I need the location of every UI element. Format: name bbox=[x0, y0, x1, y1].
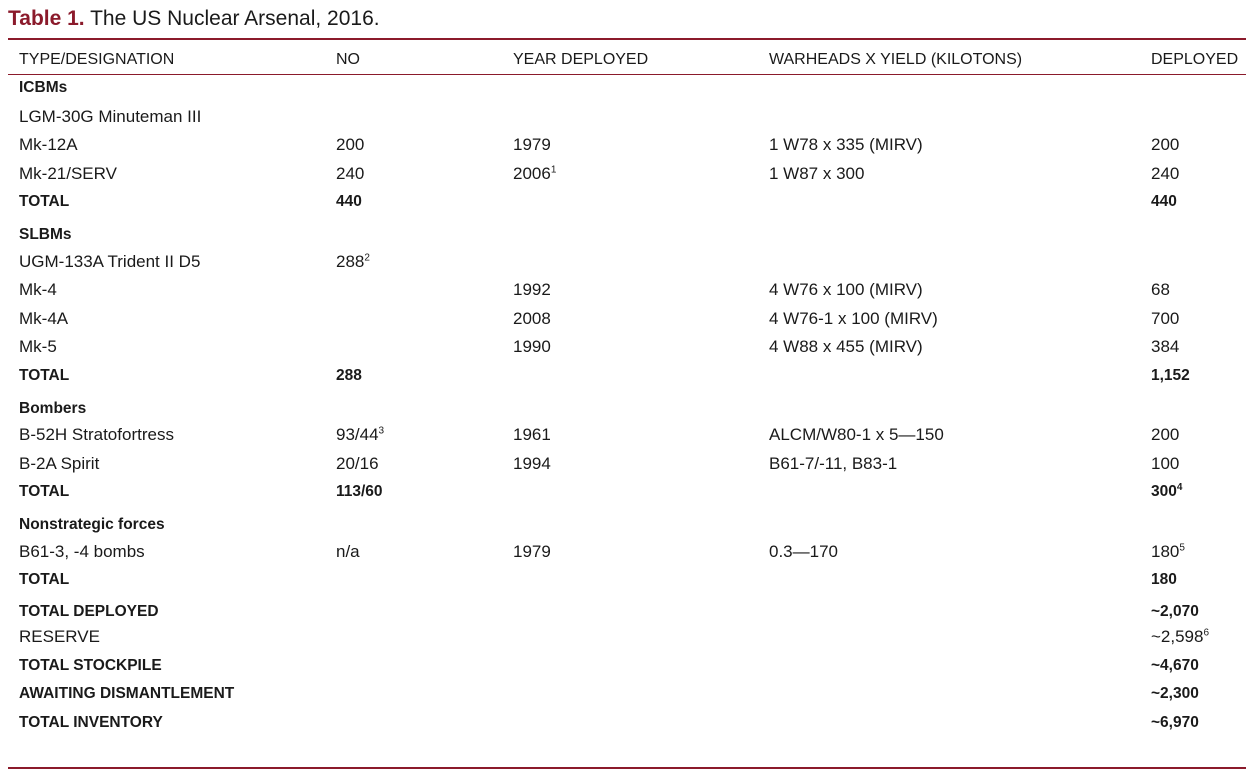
top-rule bbox=[8, 38, 1246, 40]
cell-year bbox=[502, 595, 758, 624]
cell-deployed-value: ~6,970 bbox=[1151, 713, 1199, 731]
cell-no bbox=[325, 390, 502, 421]
cell-type bbox=[8, 188, 325, 217]
cell-no-value: 288 bbox=[336, 366, 362, 384]
total-row bbox=[8, 595, 1246, 624]
cell-no bbox=[325, 680, 502, 709]
cell-type-value: Mk-12A bbox=[19, 135, 78, 155]
cell-year bbox=[502, 217, 758, 248]
table-row bbox=[8, 421, 1246, 450]
cell-year bbox=[502, 74, 758, 103]
total-row bbox=[8, 623, 1246, 652]
cell-no bbox=[325, 450, 502, 479]
cell-no bbox=[325, 362, 502, 391]
cell-deployed bbox=[1140, 305, 1246, 334]
cell-deployed-value: 440 bbox=[1151, 193, 1177, 211]
total-row bbox=[8, 362, 1246, 391]
col-header-type: TYPE/DESIGNATION bbox=[19, 51, 175, 68]
cell-deployed-value: 180 bbox=[1151, 541, 1180, 561]
cell-no bbox=[325, 248, 502, 277]
table-caption bbox=[8, 6, 380, 32]
cell-type-value: Bombers bbox=[19, 399, 87, 417]
cell-no bbox=[325, 276, 502, 305]
cell-no bbox=[325, 478, 502, 507]
cell-deployed-value: 100 bbox=[1151, 453, 1180, 473]
group-header-row bbox=[8, 217, 1246, 248]
cell-deployed-value: ~2,598 bbox=[1151, 627, 1204, 647]
cell-deployed bbox=[1140, 276, 1246, 305]
cell-type bbox=[8, 507, 325, 538]
cell-type-value: B-2A Spirit bbox=[19, 453, 100, 473]
cell-year bbox=[502, 709, 758, 738]
bottom-rule bbox=[8, 767, 1246, 769]
cell-deployed bbox=[1140, 333, 1246, 362]
cell-yield-value: B61-7/-11, B83-1 bbox=[769, 453, 898, 473]
cell-year bbox=[502, 566, 758, 595]
cell-year bbox=[502, 450, 758, 479]
cell-no-value: 200 bbox=[336, 135, 365, 155]
footnote-marker: 4 bbox=[1176, 482, 1183, 494]
cell-deployed bbox=[1140, 217, 1246, 248]
cell-type bbox=[8, 276, 325, 305]
cell-type-value: TOTAL DEPLOYED bbox=[19, 602, 159, 620]
cell-deployed-value: 68 bbox=[1151, 280, 1170, 300]
header-row bbox=[8, 46, 1246, 74]
cell-deployed-value: ~4,670 bbox=[1151, 656, 1199, 674]
cell-yield bbox=[758, 507, 1140, 538]
cell-type-value: TOTAL bbox=[19, 571, 70, 589]
cell-type bbox=[8, 478, 325, 507]
cell-year-value: 1961 bbox=[513, 425, 551, 445]
cell-no-value: 288 bbox=[336, 251, 365, 271]
cell-year bbox=[502, 188, 758, 217]
cell-year-value: 1979 bbox=[513, 135, 551, 155]
cell-type bbox=[8, 248, 325, 277]
cell-type bbox=[8, 160, 325, 189]
cell-deployed-value: 384 bbox=[1151, 337, 1180, 357]
cell-yield-value: 0.3—170 bbox=[769, 541, 838, 561]
cell-deployed bbox=[1140, 478, 1246, 507]
cell-yield bbox=[758, 188, 1140, 217]
cell-year-value: 1994 bbox=[513, 453, 551, 473]
cell-yield bbox=[758, 74, 1140, 103]
cell-deployed-value: 200 bbox=[1151, 425, 1180, 445]
table-row bbox=[8, 450, 1246, 479]
table-row bbox=[8, 305, 1246, 334]
total-row bbox=[8, 478, 1246, 507]
cell-no bbox=[325, 421, 502, 450]
cell-type bbox=[8, 390, 325, 421]
cell-yield bbox=[758, 131, 1140, 160]
cell-deployed bbox=[1140, 450, 1246, 479]
cell-type bbox=[8, 305, 325, 334]
cell-yield bbox=[758, 680, 1140, 709]
cell-year bbox=[502, 248, 758, 277]
cell-type bbox=[8, 362, 325, 391]
cell-year-value: 1990 bbox=[513, 337, 551, 357]
cell-yield bbox=[758, 217, 1140, 248]
cell-yield-value: 1 W87 x 300 bbox=[769, 163, 865, 183]
cell-yield-value: 4 W88 x 455 (MIRV) bbox=[769, 337, 923, 357]
cell-deployed bbox=[1140, 652, 1246, 681]
footnote-marker: 5 bbox=[1179, 542, 1185, 554]
cell-no bbox=[325, 595, 502, 624]
cell-deployed bbox=[1140, 595, 1246, 624]
cell-no bbox=[325, 188, 502, 217]
cell-yield bbox=[758, 478, 1140, 507]
cell-deployed bbox=[1140, 421, 1246, 450]
cell-yield-value: 4 W76-1 x 100 (MIRV) bbox=[769, 308, 938, 328]
footnote-marker: 1 bbox=[550, 164, 557, 176]
footnote-marker: 2 bbox=[364, 252, 370, 264]
cell-no-value: 440 bbox=[336, 193, 362, 211]
cell-type-value: Mk-21/SERV bbox=[19, 163, 117, 183]
cell-year bbox=[502, 362, 758, 391]
cell-deployed bbox=[1140, 248, 1246, 277]
table-row bbox=[8, 131, 1246, 160]
cell-yield bbox=[758, 450, 1140, 479]
cell-no bbox=[325, 623, 502, 652]
cell-year bbox=[502, 160, 758, 189]
table-title: The US Nuclear Arsenal, 2016. bbox=[90, 7, 380, 30]
cell-type bbox=[8, 103, 325, 132]
group-header-row bbox=[8, 74, 1246, 103]
cell-type-value: TOTAL INVENTORY bbox=[19, 713, 163, 731]
cell-type-value: TOTAL STOCKPILE bbox=[19, 656, 162, 674]
cell-type-value: B61-3, -4 bombs bbox=[19, 541, 145, 561]
cell-year bbox=[502, 623, 758, 652]
cell-year-value: 2006 bbox=[513, 163, 551, 183]
cell-deployed bbox=[1140, 680, 1246, 709]
cell-deployed-value: 200 bbox=[1151, 135, 1180, 155]
cell-year bbox=[502, 538, 758, 567]
cell-yield-value: ALCM/W80-1 x 5—150 bbox=[769, 425, 944, 445]
cell-no bbox=[325, 103, 502, 132]
cell-no bbox=[325, 507, 502, 538]
cell-yield bbox=[758, 566, 1140, 595]
cell-deployed bbox=[1140, 623, 1246, 652]
cell-no bbox=[325, 709, 502, 738]
cell-type bbox=[8, 680, 325, 709]
cell-type bbox=[8, 450, 325, 479]
cell-deployed bbox=[1140, 188, 1246, 217]
cell-year bbox=[502, 103, 758, 132]
cell-deployed-value: 180 bbox=[1151, 571, 1177, 589]
cell-type-value: TOTAL bbox=[19, 193, 70, 211]
cell-no bbox=[325, 566, 502, 595]
cell-no-value: 113/60 bbox=[336, 483, 383, 501]
cell-year bbox=[502, 333, 758, 362]
cell-deployed bbox=[1140, 103, 1246, 132]
cell-type bbox=[8, 333, 325, 362]
cell-year bbox=[502, 390, 758, 421]
cell-no bbox=[325, 333, 502, 362]
cell-no bbox=[325, 538, 502, 567]
cell-type bbox=[8, 566, 325, 595]
table-row bbox=[8, 248, 1246, 277]
table-row bbox=[8, 333, 1246, 362]
cell-type-value: TOTAL bbox=[19, 483, 70, 501]
cell-deployed bbox=[1140, 507, 1246, 538]
cell-yield bbox=[758, 248, 1140, 277]
cell-no bbox=[325, 305, 502, 334]
total-row bbox=[8, 709, 1246, 738]
cell-year-value: 2008 bbox=[513, 308, 551, 328]
cell-yield bbox=[758, 595, 1140, 624]
cell-deployed bbox=[1140, 709, 1246, 738]
cell-year bbox=[502, 478, 758, 507]
cell-year-value: 1979 bbox=[513, 541, 551, 561]
cell-type-value: Mk-4 bbox=[19, 280, 57, 300]
cell-no-value: 240 bbox=[336, 163, 365, 183]
cell-type-value: Mk-5 bbox=[19, 337, 57, 357]
cell-year bbox=[502, 421, 758, 450]
cell-year bbox=[502, 507, 758, 538]
cell-yield bbox=[758, 276, 1140, 305]
cell-year bbox=[502, 276, 758, 305]
cell-yield bbox=[758, 623, 1140, 652]
cell-deployed-value: 700 bbox=[1151, 308, 1180, 328]
cell-yield bbox=[758, 652, 1140, 681]
cell-type bbox=[8, 538, 325, 567]
cell-type bbox=[8, 217, 325, 248]
group-header-row bbox=[8, 390, 1246, 421]
cell-year-value: 1992 bbox=[513, 280, 551, 300]
footnote-marker: 3 bbox=[378, 425, 385, 437]
cell-deployed-value: 1,152 bbox=[1151, 366, 1190, 384]
cell-deployed-value: 240 bbox=[1151, 163, 1180, 183]
table-body bbox=[8, 74, 1246, 737]
cell-no-value: 93/44 bbox=[336, 425, 379, 445]
cell-type bbox=[8, 131, 325, 160]
cell-no bbox=[325, 160, 502, 189]
cell-deployed bbox=[1140, 131, 1246, 160]
cell-type-value: ICBMs bbox=[19, 79, 68, 97]
cell-yield-value: 1 W78 x 335 (MIRV) bbox=[769, 135, 923, 155]
table-row bbox=[8, 160, 1246, 189]
table-row bbox=[8, 538, 1246, 567]
cell-type-value: LGM-30G Minuteman III bbox=[19, 106, 202, 126]
table-label: Table 1. bbox=[8, 7, 85, 30]
cell-yield-value: 4 W76 x 100 (MIRV) bbox=[769, 280, 923, 300]
cell-type-value: AWAITING DISMANTLEMENT bbox=[19, 685, 235, 703]
cell-type bbox=[8, 421, 325, 450]
cell-type-value: TOTAL bbox=[19, 366, 70, 384]
cell-yield bbox=[758, 103, 1140, 132]
cell-type-value: UGM-133A Trident II D5 bbox=[19, 251, 201, 271]
footnote-marker: 6 bbox=[1203, 627, 1210, 639]
cell-type-value: RESERVE bbox=[19, 627, 100, 647]
cell-deployed bbox=[1140, 566, 1246, 595]
cell-no bbox=[325, 131, 502, 160]
cell-no-value: 20/16 bbox=[336, 453, 379, 473]
col-header-year: YEAR DEPLOYED bbox=[513, 51, 649, 68]
total-row bbox=[8, 652, 1246, 681]
cell-type bbox=[8, 623, 325, 652]
cell-type-value: Mk-4A bbox=[19, 308, 69, 328]
group-header-row bbox=[8, 507, 1246, 538]
cell-type-value: B-52H Stratofortress bbox=[19, 425, 174, 445]
arsenal-table bbox=[8, 46, 1246, 737]
cell-deployed bbox=[1140, 74, 1246, 103]
cell-type-value: SLBMs bbox=[19, 226, 72, 243]
total-row bbox=[8, 566, 1246, 595]
col-header-no: NO bbox=[336, 51, 360, 68]
total-row bbox=[8, 680, 1246, 709]
cell-type-value: Nonstrategic forces bbox=[19, 516, 165, 533]
cell-year bbox=[502, 680, 758, 709]
cell-year bbox=[502, 131, 758, 160]
cell-yield bbox=[758, 421, 1140, 450]
cell-deployed-value: ~2,070 bbox=[1151, 602, 1199, 620]
cell-yield bbox=[758, 709, 1140, 738]
cell-no bbox=[325, 74, 502, 103]
cell-deployed-value: 300 bbox=[1151, 483, 1177, 501]
cell-deployed bbox=[1140, 390, 1246, 421]
cell-deployed bbox=[1140, 538, 1246, 567]
table-row bbox=[8, 103, 1246, 132]
cell-no-value: n/a bbox=[336, 541, 360, 561]
cell-yield bbox=[758, 390, 1140, 421]
cell-type bbox=[8, 595, 325, 624]
table-row bbox=[8, 276, 1246, 305]
cell-year bbox=[502, 305, 758, 334]
cell-yield bbox=[758, 362, 1140, 391]
total-row bbox=[8, 188, 1246, 217]
cell-yield bbox=[758, 305, 1140, 334]
cell-year bbox=[502, 652, 758, 681]
cell-no bbox=[325, 652, 502, 681]
cell-deployed bbox=[1140, 362, 1246, 391]
col-header-yield: WARHEADS X YIELD (KILOTONS) bbox=[769, 51, 1023, 68]
cell-deployed-value: ~2,300 bbox=[1151, 685, 1199, 703]
cell-yield bbox=[758, 160, 1140, 189]
cell-yield bbox=[758, 538, 1140, 567]
col-header-deployed: DEPLOYED bbox=[1151, 51, 1239, 68]
cell-type bbox=[8, 652, 325, 681]
cell-no bbox=[325, 217, 502, 248]
cell-deployed bbox=[1140, 160, 1246, 189]
cell-type bbox=[8, 709, 325, 738]
cell-type bbox=[8, 74, 325, 103]
cell-yield bbox=[758, 333, 1140, 362]
